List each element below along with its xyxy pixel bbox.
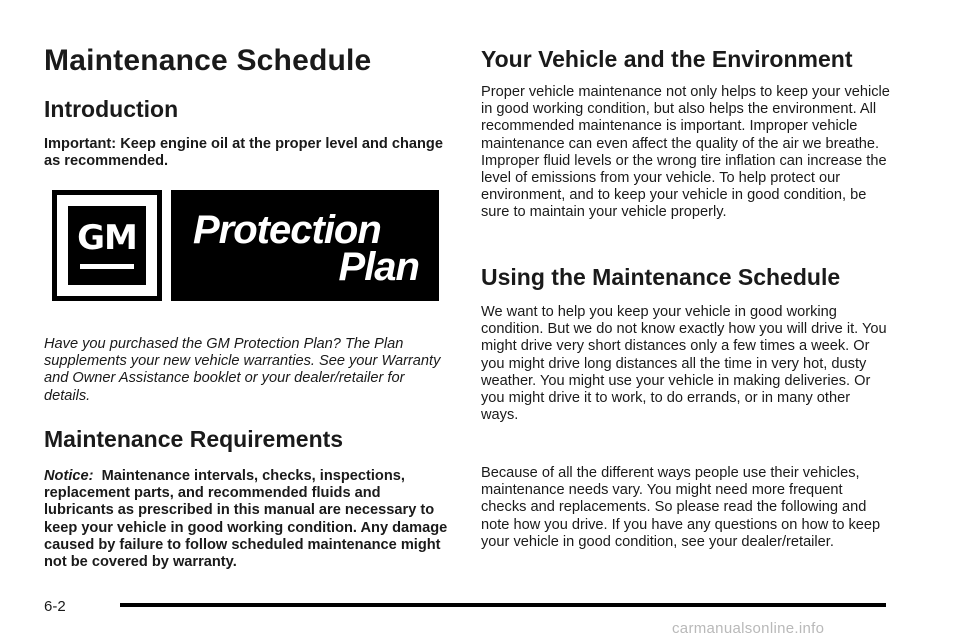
using-schedule-paragraph-2: Because of all the different ways people use their vehicles, maintenance needs vary. You might need more frequent checks and replacements. So please read the following and note how you drive. If you have any questions on how to keep your vehicle in good condition, see your dealer/retailer. — [481, 465, 881, 550]
gm-logo-text: GM — [77, 218, 137, 258]
protection-word: Protection — [193, 208, 381, 252]
footer-rule — [120, 603, 886, 607]
environment-paragraph: Proper vehicle maintenance not only helps to keep your vehicle in good working condition, but also helps the environment. All recommended maintenance is important. Improper vehicle maintenance can even affect the quality of the air we breathe. Improper fluid levels or the wrong tire inflation can increase the level of emissions from your vehicle. To help protect our environment, and to keep your vehicle in good condition, be sure to maintain your vehicle properly. — [481, 84, 890, 221]
protection-plan-wordmark — [171, 190, 439, 301]
page-title: Maintenance Schedule — [44, 44, 372, 77]
plan-word: Plan — [338, 245, 419, 289]
gm-logo-underline — [80, 264, 134, 269]
gm-protection-plan-logo — [52, 190, 439, 301]
gm-logo-mark — [52, 190, 162, 301]
maintenance-requirements-heading: Maintenance Requirements — [44, 426, 344, 452]
environment-heading: Your Vehicle and the Environment — [481, 46, 853, 72]
page-number: 6-2 — [44, 598, 66, 615]
important-note: Important: Keep engine oil at the proper level and change as recommended. — [44, 136, 443, 170]
using-schedule-paragraph-1: We want to help you keep your vehicle in good working condition. But we do not know exactly how you will drive it. You might drive very short distances only a few times a week. Or you might drive long distances all the time in very hot, dusty weather. You might use your vehicle in making deliveries. Or you might drive it to work, to do errands, or in many other ways. — [481, 304, 887, 424]
notice-label: Notice: — [44, 468, 94, 484]
notice-text: Maintenance intervals, checks, inspections, replacement parts, and recommended fluids and lubricants as prescribed in this manual are necessary to keep your vehicle in good working condition. Any damage caused by failure to follow scheduled maintenance might not be covered by warranty. — [44, 468, 448, 571]
protection-plan-note: Have you purchased the GM Protection Plan? The Plan supplements your new vehicle warranties. See your Warranty and Owner Assistance booklet or your dealer/retailer for details. — [44, 336, 441, 404]
introduction-heading: Introduction — [44, 96, 179, 122]
using-schedule-heading: Using the Maintenance Schedule — [481, 264, 841, 290]
watermark-text: carmanualsonline.info — [672, 620, 825, 637]
notice-paragraph — [44, 468, 449, 571]
